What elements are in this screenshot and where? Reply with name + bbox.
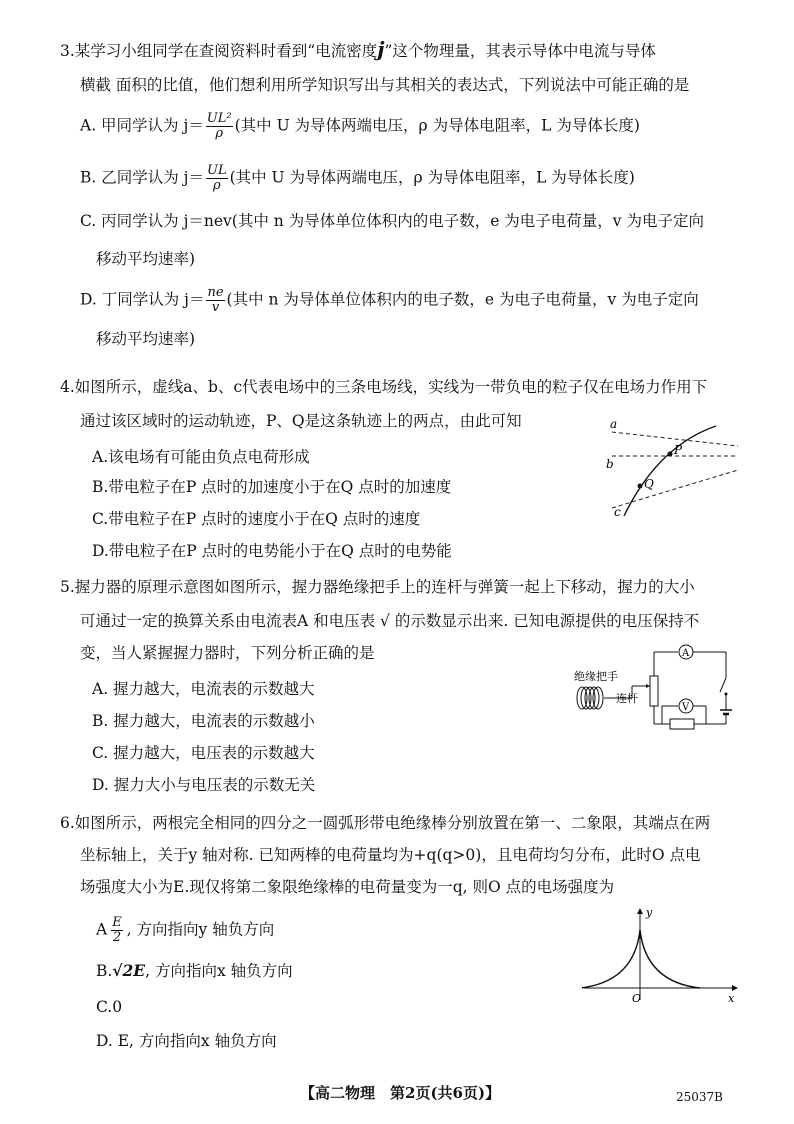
q6-option-d: D. E, 方向指向x 轴负方向 <box>96 1032 277 1050</box>
q5-option-c: C. 握力越大，电压表的示数越大 <box>92 744 315 762</box>
q6-a-fraction: $\frac{E}{2}$ <box>112 915 122 945</box>
q5-option-a: A. 握力越大，电流表的示数越大 <box>92 680 315 698</box>
q3-option-d-line2: 移动平均速率) <box>96 330 196 348</box>
q3-a-fraction: $\frac{\text{UL²}}{\rho}$ <box>206 111 232 141</box>
q5-stem-line1: 5.握力器的原理示意图如图所示，握力器绝缘把手上的连杆与弹簧一起上下移动，握力的大小 <box>60 578 695 596</box>
switch <box>720 678 726 692</box>
handle-label: 绝缘把手 <box>574 670 618 683</box>
q6-stem-line1: 6.如图所示，两根完全相同的四分之一圆弧形带电绝缘棒分别放置在第一、二象限，其端点在两 <box>60 814 711 832</box>
q4-option-d: D.带电粒子在P 点时的电势能小于在Q 点时的电势能 <box>92 542 452 560</box>
q6-arcs-figure <box>582 904 742 1004</box>
label-p: P <box>674 443 683 457</box>
spring <box>577 687 603 709</box>
q3-option-c-line2: 移动平均速率) <box>96 250 196 268</box>
arc-first-quadrant <box>640 930 700 988</box>
point-p <box>668 452 673 457</box>
q5-option-b: B. 握力越大，电流表的示数越小 <box>92 712 315 730</box>
label-c: c <box>614 505 621 519</box>
q3-b-fraction: $\frac{UL}{\rho}$ <box>206 163 227 193</box>
q3-stem-line2: 横截 面积的比值，他们想利用所学知识写出与其相关的表达式，下列说法中可能正确的是 <box>80 76 690 94</box>
q6-stem-line3: 场强度大小为E.现仅将第二象限绝缘棒的电荷量变为一q, 则O 点的电场强度为 <box>80 878 615 896</box>
page-footer: 【高二物理 第2页(共6页)】 <box>300 1084 501 1102</box>
x-label: x <box>728 992 735 1004</box>
q3-option-a: A. 甲同学认为 j＝ $\frac{\text{UL²}}{\rho}$ (其中 U 为导体两端电压，ρ 为导体电阻率，L 为导体长度) <box>80 111 640 141</box>
q3-option-c-line1: C. 丙同学认为 j＝nev(其中 n 为导体单位体积内的电子数，e 为电子电荷量，v 为电子定向 <box>80 212 704 230</box>
q6-option-a: A $\frac{E}{2}$ , 方向指向y 轴负方向 <box>96 915 275 945</box>
q5-grip-circuit-figure <box>570 640 746 738</box>
rheostat <box>650 676 658 706</box>
q5-stem-line3: 变，当人紧握握力器时，下列分析正确的是 <box>80 644 375 662</box>
ammeter-label: A <box>682 648 690 659</box>
q5-stem-line2: 可通过一定的换算关系由电流表A 和电压表 √ 的示数显示出来. 已知电源提供的电压保持不 <box>80 612 700 630</box>
q4-option-c: C.带电粒子在P 点时的速度小于在Q 点时的速度 <box>92 510 421 528</box>
point-q <box>638 484 643 489</box>
q3-d-fraction: $\frac{ne}{v}$ <box>207 285 224 315</box>
q4-option-a: A.该电场有可能由负点电荷形成 <box>92 448 310 466</box>
paper-code: 25037B <box>676 1090 723 1104</box>
q4-stem-line2: 通过该区域时的运动轨迹，P、Q是这条轨迹上的两点，由此可知 <box>80 412 522 430</box>
origin-label: O <box>632 992 642 1004</box>
arc-second-quadrant <box>582 930 640 988</box>
q4-option-b: B.带电粒子在P 点时的加速度小于在Q 点时的加速度 <box>92 478 452 496</box>
q3-option-b: B. 乙同学认为 j＝ $\frac{UL}{\rho}$ (其中 U 为导体两端电压，ρ 为导体电阻率，L 为导体长度) <box>80 163 635 193</box>
q6-option-c: C.0 <box>96 998 123 1016</box>
label-a: a <box>610 417 618 431</box>
q5-option-d: D. 握力大小与电压表的示数无关 <box>92 776 316 794</box>
particle-trajectory <box>624 426 716 516</box>
q6-b-expr: √2E <box>112 961 146 980</box>
q4-field-line-figure <box>598 416 748 520</box>
label-q: Q <box>644 477 654 491</box>
label-b: b <box>606 457 614 471</box>
voltmeter-label: V <box>682 702 690 713</box>
resistor <box>670 719 694 729</box>
q6-stem-line2: 坐标轴上，关于y 轴对称. 已知两棒的电荷量均为+q(q>0)，且电荷均匀分布，此时O 点电 <box>80 846 701 864</box>
q4-stem-line1: 4.如图所示，虚线a、b、c代表电场中的三条电场线，实线为一带负电的粒子仅在电场力作用下 <box>60 378 708 396</box>
q3-stem-line1: 3.某学习小组同学在查阅资料时看到“电流密度j”这个物理量，其表示导体中电流与导体 <box>60 37 656 61</box>
j-symbol: j <box>377 37 385 61</box>
rod-label: 连杆 <box>616 692 638 705</box>
q6-option-b: B.√2E, 方向指向x 轴负方向 <box>96 961 293 980</box>
q3-option-d: D. 丁同学认为 j＝ $\frac{ne}{v}$ (其中 n 为导体单位体积内的电子数，e 为电子电荷量，v 为电子定向 <box>80 285 699 315</box>
y-label: y <box>646 906 653 919</box>
